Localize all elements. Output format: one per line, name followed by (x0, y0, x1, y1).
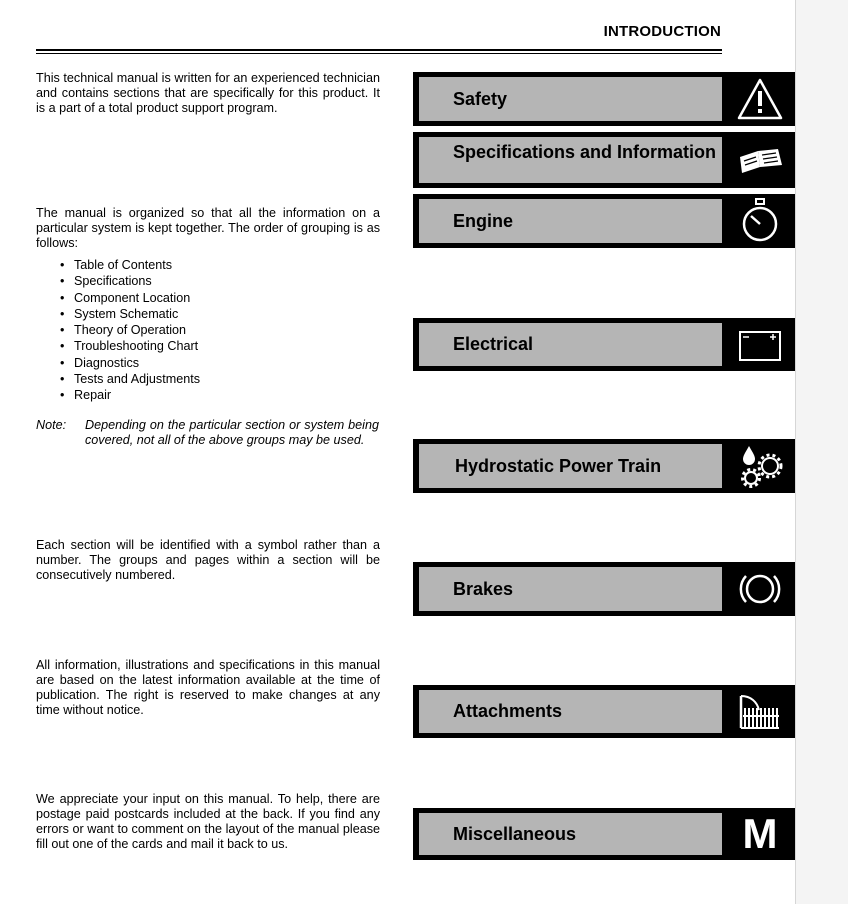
section-tab-label: Hydrostatic Power Train (419, 444, 722, 488)
list-item: • Component Location (60, 290, 200, 306)
stopwatch-icon (725, 194, 795, 248)
fluid-gears-icon (725, 439, 795, 493)
feedback-paragraph: We appreciate your input on this manual. To help, there are postage paid postcards included at the back. If you find any errors or want to comment on the layout of the manual please fill out one of the cards and mail it back to us. (36, 792, 380, 851)
section-tab-label: Electrical (419, 323, 722, 366)
section-tab-brakes[interactable] (413, 562, 795, 616)
header-rule (36, 49, 722, 51)
page-title: INTRODUCTION (603, 23, 721, 40)
section-tab-label: Safety (419, 77, 722, 121)
list-item: • Table of Contents (60, 257, 200, 273)
section-tab-label: Engine (419, 199, 722, 243)
groups-list (60, 257, 200, 404)
section-tab-miscellaneous[interactable] (413, 808, 795, 860)
note-label: Note: (36, 418, 67, 432)
header-rule-thin (36, 53, 722, 54)
battery-icon (725, 318, 795, 371)
misc-m-letter: M (742, 810, 778, 857)
list-item: • System Schematic (60, 306, 200, 322)
section-tab-label: Attachments (419, 690, 722, 733)
misc-m-icon (725, 808, 795, 860)
organization-paragraph: The manual is organized so that all the information on a particular system is kept together. The order of grouping is as follows: (36, 206, 380, 250)
section-tab-label: Miscellaneous (419, 813, 722, 855)
section-tab-label: Specifications and Information (419, 137, 722, 183)
list-item: • Diagnostics (60, 355, 200, 371)
warning-triangle-icon (725, 72, 795, 126)
list-item: • Specifications (60, 273, 200, 289)
list-item: • Repair (60, 387, 200, 403)
list-item: • Troubleshooting Chart (60, 338, 200, 354)
list-item: • Theory of Operation (60, 322, 200, 338)
information-paragraph: All information, illustrations and specifications in this manual are based on the latest information available at the time of publication. The right is reserved to make changes at any time without notice. (36, 658, 380, 717)
open-book-icon (725, 132, 795, 188)
brake-drum-icon (725, 562, 795, 616)
page-edge (795, 0, 848, 904)
section-tab-specifications[interactable] (413, 132, 795, 188)
note-text: Depending on the particular section or system being covered, not all of the above groups may be used. (85, 418, 379, 447)
section-tab-electrical[interactable] (413, 318, 795, 371)
section-tab-attachments[interactable] (413, 685, 795, 738)
section-tab-safety[interactable] (413, 72, 795, 126)
attachments-icon (725, 685, 795, 738)
symbols-paragraph: Each section will be identified with a symbol rather than a number. The groups and pages within a section will be consecutively numbered. (36, 538, 380, 582)
section-tab-hydrostatic-power-train[interactable] (413, 439, 795, 493)
section-tab-label: Brakes (419, 567, 722, 611)
intro-paragraph: This technical manual is written for an experienced technician and contains sections that are specifically for this product. It is a part of a total product support program. (36, 71, 380, 115)
section-tab-engine[interactable] (413, 194, 795, 248)
list-item: • Tests and Adjustments (60, 371, 200, 387)
